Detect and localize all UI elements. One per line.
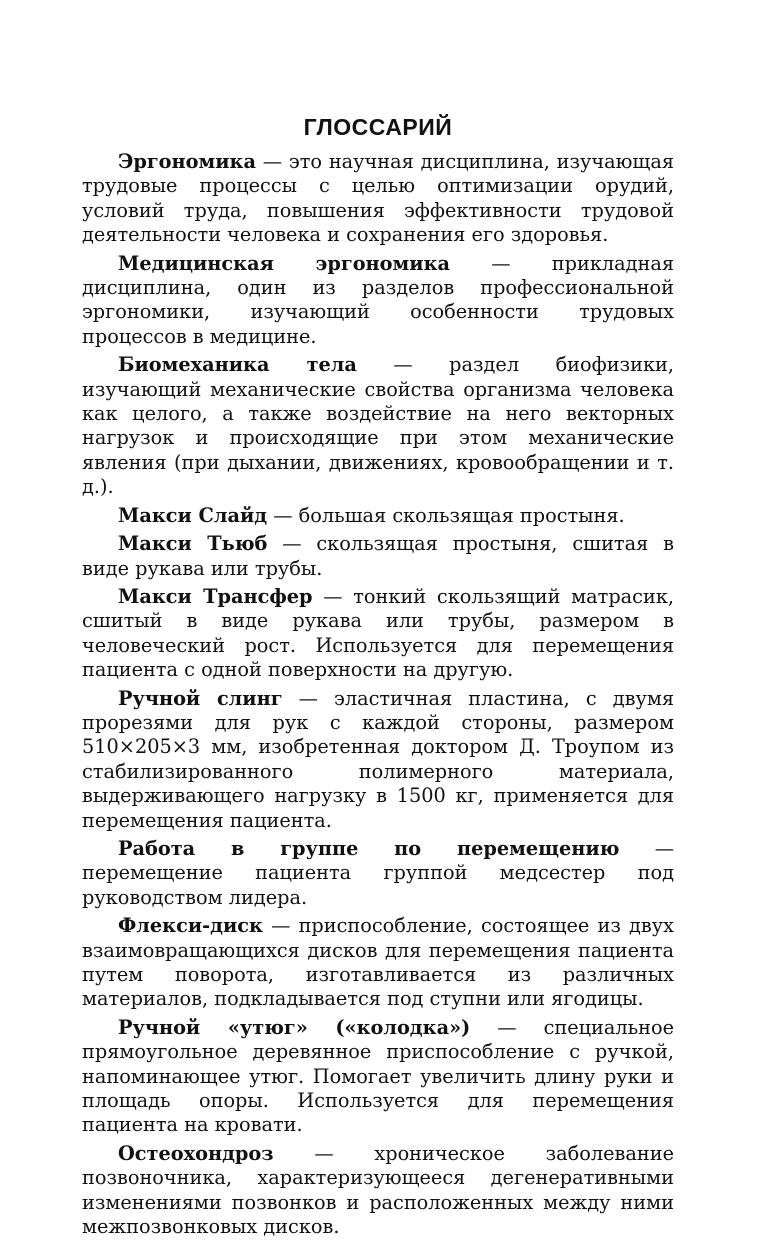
glossary-page [82,112,674,1243]
glossary-term: Эргономика [118,150,256,173]
glossary-term: Ручной «утюг» («колодка») [118,1015,471,1039]
glossary-definition: — эластичная пластина, с двумя прорезями для рук с каждой стороны, размером 510×205×3 мм, изобретенная доктором Д. Троупом из стабилизированного полимерного материала, выдерживающего нагрузку в 1500 кг, применяется для перемещения пациента. [82,686,674,832]
glossary-entry [82,504,674,528]
glossary-entry [82,150,674,248]
glossary-entry [82,252,674,350]
glossary-term: Макси Тьюб [118,532,268,556]
glossary-definition: — это научная дисциплина, изучающая трудовые процессы с целью оптимизации орудий, условий труда, повышения эффективности трудовой деятельности человека и сохранения его здоровья. [82,150,674,247]
glossary-entry [82,585,674,683]
glossary-definition: — приспособление, состоящее из двух взаимовращающихся дисков для перемещения пациента путем поворота, изготавливается из различных материалов, подкладывается под ступни или ягодицы. [82,914,674,1011]
glossary-definition: — перемещение пациента группой медсестер под руководством лидера. [82,836,675,909]
glossary-definition: — большая скользящая простыня. [267,503,625,527]
page-title: ГЛОССАРИЙ [303,114,453,140]
glossary-definition: — раздел биофизики, изучающий механические свойства организма человека как целого, а также воздействие на него векторных нагрузок и происходящие при этом механические явления (при дыхании, движениях, кровообращении и т. д.). [82,353,674,499]
glossary-term: Макси Трансфер [118,584,313,608]
glossary-entry [82,837,674,910]
glossary-term: Остеохондроз [118,1141,274,1165]
glossary-definition: — тонкий скользящий матрасик, сшитый в виде рукава или трубы, размером в человеческий рост. Используется для перемещения пациента с одной поверхности на другую. [82,584,675,682]
glossary-term: Биомеханика тела [118,353,357,377]
glossary-entry [82,353,674,499]
glossary-entry [82,532,674,581]
glossary-term: Работа в группе по перемещению [118,836,620,860]
glossary-definition: — хроническое заболевание позвоночника, характеризующееся дегенеративными изменениями позвонков и расположенных между ними межпозвонковых дисков. [82,1141,674,1239]
glossary-term: Медицинская эргономика [118,251,450,275]
glossary-definition: — скользящая простыня, сшитая в виде рукава или трубы. [82,532,674,580]
glossary-entry [82,1142,674,1240]
glossary-term: Ручной слинг [118,686,283,710]
glossary-definition: — прикладная дисциплина, один из разделов профессиональной эргономики, изучающий особенности трудовых процессов в медицине. [82,251,675,348]
glossary-definition: — специальное прямоугольное деревянное приспособление с ручкой, напоминающее утюг. Помогает увеличить длину руки и площадь опоры. Используется для перемещения пациента на кровати. [82,1015,674,1137]
glossary-term: Макси Слайд [118,503,268,527]
glossary-entry [82,914,674,1012]
glossary-entry [82,1016,674,1138]
glossary-term: Флекси-диск [118,914,263,938]
glossary-entry [82,687,674,833]
